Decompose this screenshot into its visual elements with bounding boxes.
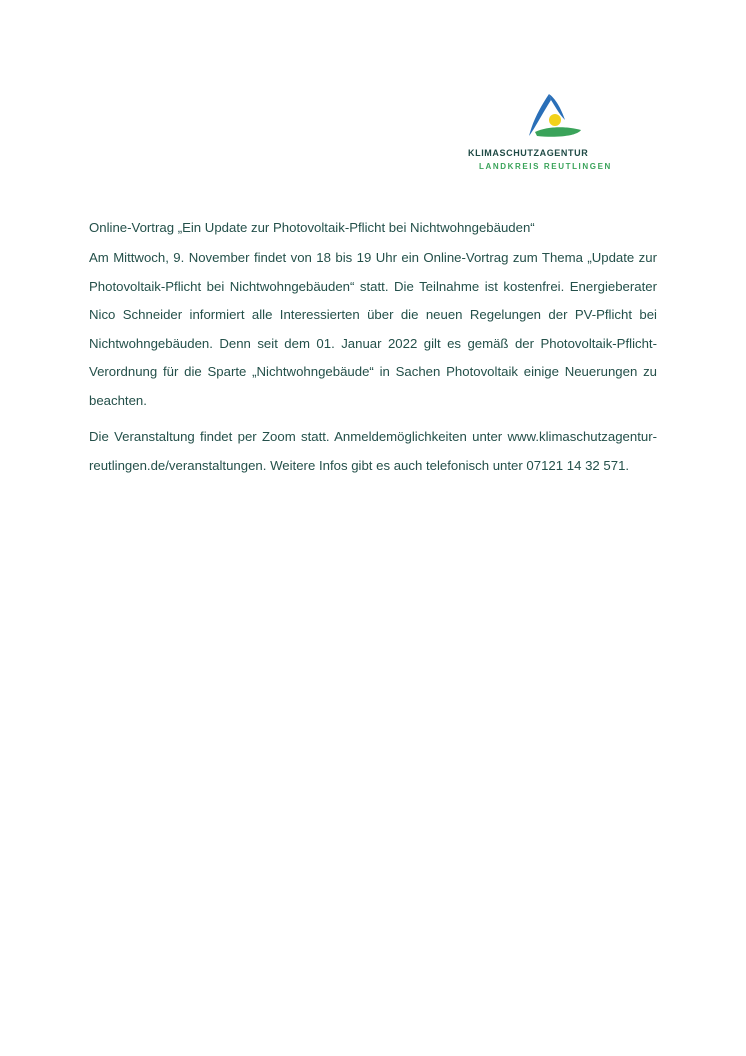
klimaschutzagentur-logo <box>468 92 644 174</box>
paragraph-registration: Die Veranstaltung findet per Zoom statt. Anmeldemöglichkeiten unter www.klimaschutzagentur-reutlingen.de/veranstaltungen. Weitere Infos gibt es auch telefonisch unter 07121 14 32 571. <box>89 429 657 473</box>
sun-triangle-logo-icon <box>527 92 583 140</box>
logo-subtitle: LANDKREIS REUTLINGEN <box>479 162 612 171</box>
document-body <box>89 216 657 488</box>
paragraph-announcement: Am Mittwoch, 9. November findet von 18 bis 19 Uhr ein Online-Vortrag zum Thema „Update zur Photovoltaik-Pflicht bei Nichtwohngebäuden“ statt. Die Teilnahme ist kostenfrei. Energieberater Nico Schneider informiert alle Interessierten über die neuen Regelungen der PV-Pflicht bei Nichtwohngebäuden. Denn seit dem 01. Januar 2022 gilt es gemäß der Photovoltaik-Pflicht-Verordnung für die Sparte „Nichtwohngebäude“ in Sachen Photovoltaik einige Neuerungen zu beachten. <box>89 250 657 408</box>
logo-name: klimaschutzagentur <box>468 145 589 159</box>
document-headline: Online-Vortrag „Ein Update zur Photovoltaik-Pflicht bei Nichtwohngebäuden“ <box>89 220 535 235</box>
